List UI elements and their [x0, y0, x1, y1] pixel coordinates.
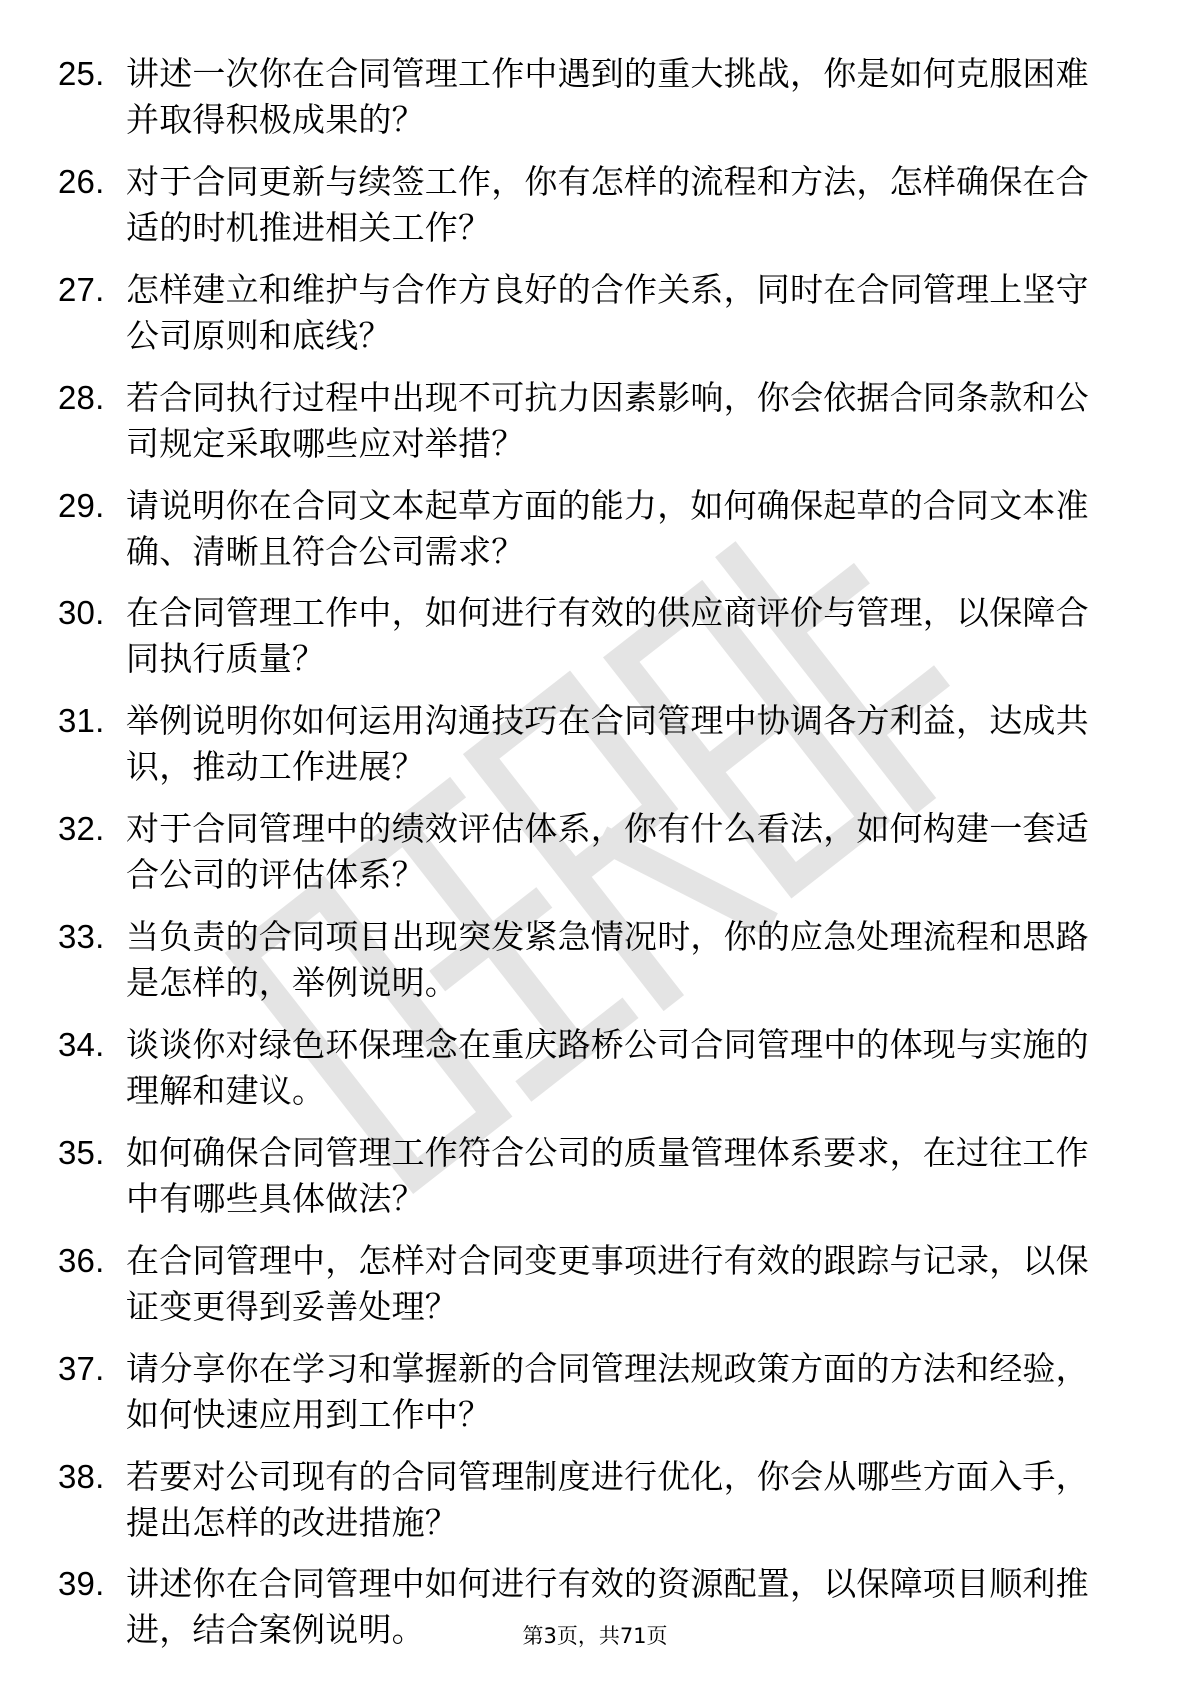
question-number: 29. — [58, 486, 105, 524]
question-text: 如何确保合同管理工作符合公司的质量管理体系要求，在过往工作中有哪些具体做法？ — [126, 1132, 1089, 1218]
question-number: 31. — [58, 702, 105, 740]
question-number: 37. — [58, 1349, 105, 1387]
question-text: 怎样建立和维护与合作方良好的合作关系，同时在合同管理上坚守公司原则和底线？ — [126, 269, 1089, 355]
question-text: 请说明你在合同文本起草方面的能力，如何确保起草的合同文本准确、清晰且符合公司需求？ — [126, 485, 1089, 571]
question-number: 27. — [58, 270, 105, 308]
question-number: 34. — [58, 1026, 105, 1064]
question-text: 在合同管理中，怎样对合同变更事项进行有效的跟踪与记录，以保证变更得到妥善处理？ — [126, 1240, 1089, 1326]
page-number-label: 第3页，共71页 — [522, 1624, 668, 1648]
question-number: 28. — [58, 378, 105, 416]
question-text: 谈谈你对绿色环保理念在重庆路桥公司合同管理中的体现与实施的理解和建议。 — [126, 1025, 1089, 1111]
question-item-33 — [58, 914, 1118, 1006]
question-item-26 — [58, 159, 1118, 251]
question-text: 讲述你在合同管理中如何进行有效的资源配置，以保障项目顺利推进，结合案例说明。 — [126, 1564, 1089, 1650]
question-text: 若要对公司现有的合同管理制度进行优化，你会从哪些方面入手，提出怎样的改进措施？ — [126, 1456, 1089, 1542]
question-item-28 — [58, 375, 1118, 467]
question-text: 对于合同管理中的绩效评估体系，你有什么看法，如何构建一套适合公司的评估体系？ — [126, 809, 1089, 895]
question-number: 33. — [58, 918, 105, 956]
question-text: 在合同管理工作中，如何进行有效的供应商评价与管理，以保障合同执行质量？ — [126, 593, 1089, 679]
question-item-35 — [58, 1130, 1118, 1222]
question-item-30 — [58, 590, 1118, 682]
question-item-31 — [58, 698, 1118, 790]
question-text: 对于合同更新与续签工作，你有怎样的流程和方法，怎样确保在合适的时机推进相关工作？ — [126, 161, 1089, 247]
question-text: 若合同执行过程中出现不可抗力因素影响，你会依据合同条款和公司规定采取哪些应对举措？ — [126, 377, 1089, 463]
page-footer — [0, 1622, 1190, 1650]
question-number: 25. — [58, 55, 105, 92]
question-number: 38. — [58, 1457, 105, 1495]
question-item-32 — [58, 806, 1118, 898]
question-number: 35. — [58, 1133, 105, 1171]
question-text: 当负责的合同项目出现突发紧急情况时，你的应急处理流程和思路是怎样的，举例说明。 — [126, 917, 1089, 1003]
question-item-27 — [58, 267, 1118, 359]
question-number: 30. — [58, 594, 105, 632]
question-item-37 — [58, 1346, 1118, 1438]
question-number: 32. — [58, 810, 105, 848]
question-text: 请分享你在学习和掌握新的合同管理法规政策方面的方法和经验，如何快速应用到工作中？ — [126, 1348, 1089, 1434]
question-text: 举例说明你如何运用沟通技巧在合同管理中协调各方利益，达成共识，推动工作进展？ — [126, 701, 1089, 787]
question-item-29 — [58, 483, 1118, 575]
question-item-25 — [58, 51, 1118, 143]
question-item-36 — [58, 1238, 1118, 1330]
question-number: 36. — [58, 1241, 105, 1279]
question-item-34 — [58, 1022, 1118, 1114]
question-number: 26. — [58, 162, 105, 200]
question-item-38 — [58, 1454, 1118, 1546]
question-text: 讲述一次你在合同管理工作中遇到的重大挑战，你是如何克服困难并取得积极成果的？ — [126, 54, 1089, 139]
question-number: 39. — [58, 1565, 105, 1603]
question-list — [58, 51, 1118, 1669]
